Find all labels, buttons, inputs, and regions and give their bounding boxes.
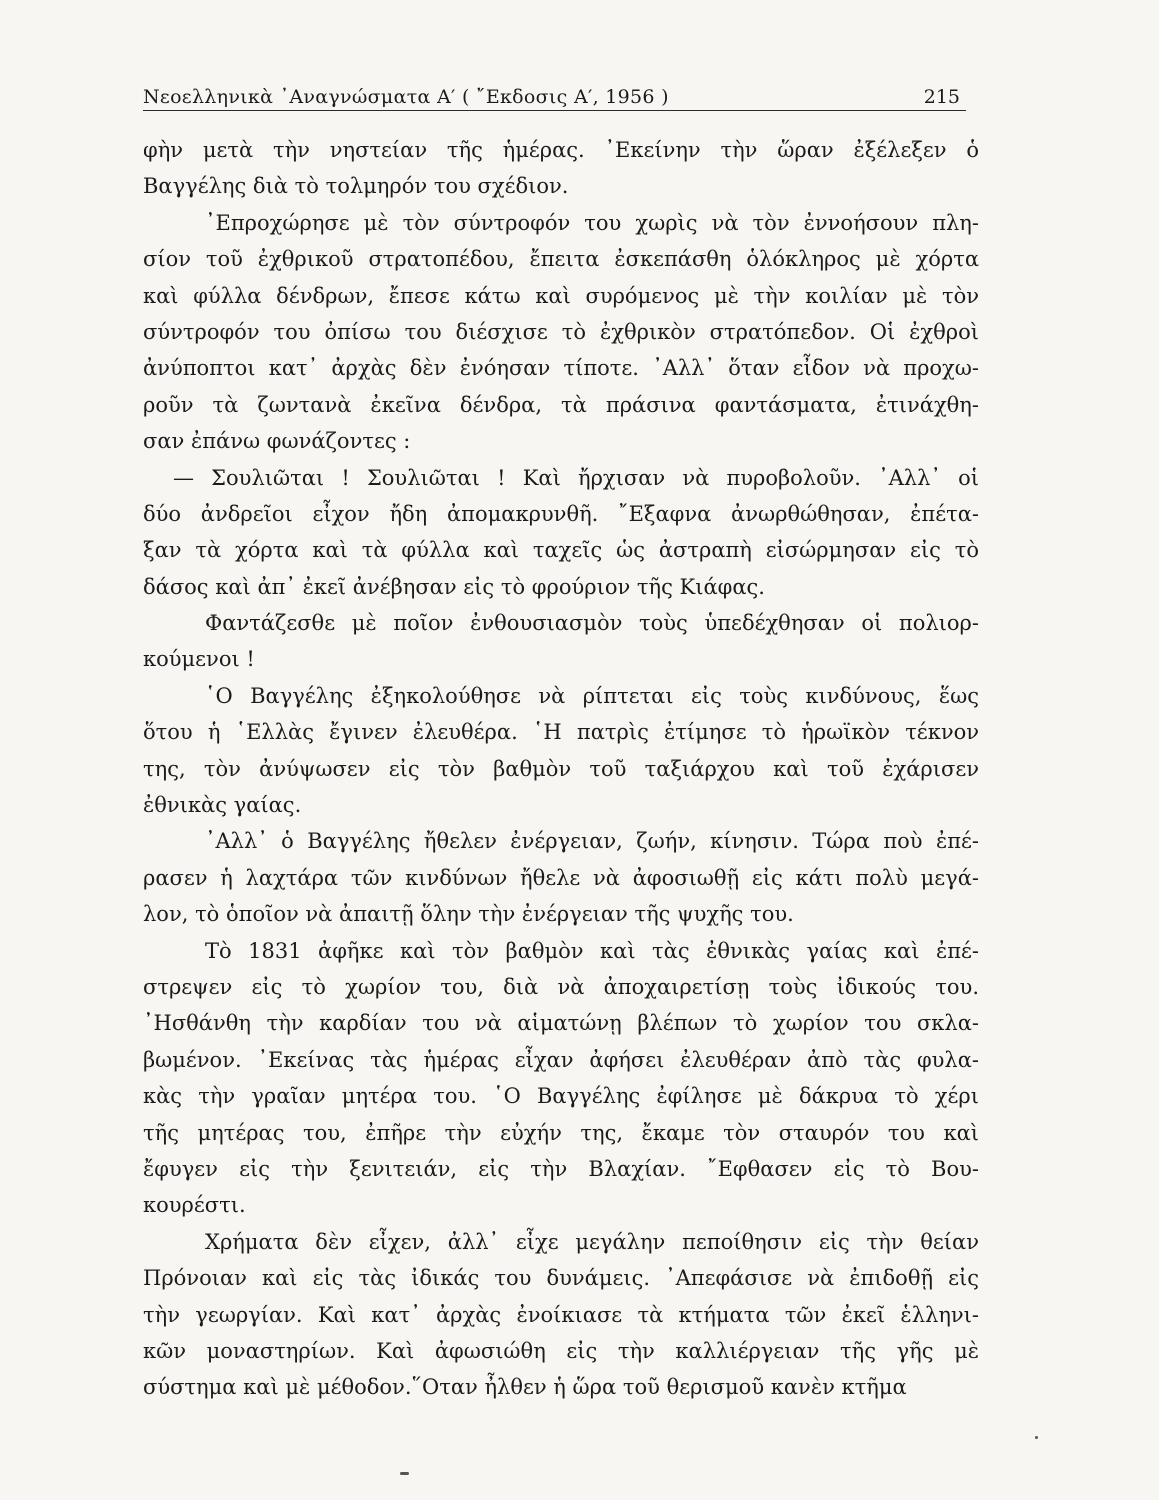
text-line: Βαγγέλης διὰ τὸ τολμηρόν του σχέδιον. <box>143 174 569 199</box>
text-line: Πρόνοιαν καὶ εἰς τὰς ἰδικάς του δυνάμεις. ᾿Απεφάσισε νὰ ἐπιδοθῇ εἰς <box>143 1266 979 1291</box>
text-line: σύστημα καὶ μὲ μέθοδον.῞Οταν ἦλθεν ἡ ὥρα τοῦ θερισμοῦ κανὲν κτῆμα <box>143 1375 907 1400</box>
text-line: — Σουλιῶται ! Σουλιῶται ! Καὶ ἤρχισαν νὰ πυροβολοῦν. ᾿Αλλ᾿ οἱ <box>173 465 979 490</box>
text-line: ἔφυγεν εἰς τὴν ξενιτειάν, εἰς τὴν Βλαχίαν. ῎Εφθασεν εἰς τὸ Βου- <box>143 1156 979 1181</box>
page-header <box>143 84 966 111</box>
paper-speck <box>400 1472 409 1475</box>
paper-speck <box>1035 1436 1038 1439</box>
text-line: ἐθνικὰς γαίας. <box>143 793 302 818</box>
text-line: φὴν μετὰ τὴν νηστείαν τῆς ἡμέρας. ᾿Εκείνην τὴν ὥραν ἐξέλεξεν ὁ <box>143 138 979 162</box>
text-line: ᾿Αλλ᾿ ὁ Βαγγέλης ἤθελεν ἐνέργειαν, ζωήν, κίνησιν. Τώρα ποὺ ἐπέ- <box>205 829 979 854</box>
text-line: της, τὸν ἀνύψωσεν εἰς τὸν βαθμὸν τοῦ ταξιάρχου καὶ τοῦ ἐχάρισεν <box>143 756 979 781</box>
text-line: τῆς μητέρας του, ἐπῆρε τὴν εὐχήν της, ἔκαμε τὸν σταυρόν του καὶ <box>143 1120 979 1145</box>
text-line: ῾Ο Βαγγέλης ἐξηκολούθησε νὰ ρίπτεται εἰς τοὺς κινδύνους, ἕως <box>205 683 979 708</box>
text-line: λον, τὸ ὁποῖον νὰ ἀπαιτῇ ὅλην τὴν ἐνέργειαν τῆς ψυχῆς του. <box>143 902 794 927</box>
text-line: δάσος καὶ ἀπ᾿ ἐκεῖ ἀνέβησαν εἰς τὸ φρούριον τῆς Κιάφας. <box>143 574 765 599</box>
text-line: ἀνύποπτοι κατ᾿ ἀρχὰς δὲν ἐνόησαν τίποτε. ᾿Αλλ᾿ ὅταν εἶδον νὰ προχω- <box>143 356 979 381</box>
text-line: κουρέστι. <box>143 1193 246 1218</box>
body-text <box>143 132 979 1406</box>
text-line: δύο ἀνδρεῖοι εἶχον ἤδη ἀπομακρυνθῆ. ῎Εξαφνα ἀνωρθώθησαν, ἐπέτα- <box>143 501 979 526</box>
text-line: ᾿Επροχώρησε μὲ τὸν σύντροφόν του χωρὶς νὰ τὸν ἐννοήσουν πλη- <box>205 210 979 235</box>
text-line: ρασεν ἡ λαχτάρα τῶν κινδύνων ἤθελε νὰ ἀφοσιωθῇ εἰς κάτι πολὺ μεγά- <box>143 865 979 890</box>
text-line: ὅτου ἡ ῾Ελλὰς ἔγινεν ἐλευθέρα. ῾Η πατρὶς ἐτίμησε τὸ ἡρωϊκὸν τέκνον <box>143 720 979 745</box>
text-line: κῶν μοναστηρίων. Καὶ ἀφωσιώθη εἰς τὴν καλλιέργειαν τῆς γῆς μὲ <box>143 1338 979 1363</box>
text-line: Χρήματα δὲν εἶχεν, ἀλλ᾿ εἶχε μεγάλην πεποίθησιν εἰς τὴν θείαν <box>205 1229 979 1254</box>
text-line: κούμενοι ! <box>143 647 255 672</box>
text-line: σίον τοῦ ἐχθρικοῦ στρατοπέδου, ἔπειτα ἐσκεπάσθη ὁλόκληρος μὲ χόρτα <box>143 247 979 272</box>
text-line: σαν ἐπάνω φωνάζοντες : <box>143 429 411 454</box>
text-line: Τὸ 1831 ἀφῆκε καὶ τὸν βαθμὸν καὶ τὰς ἐθνικὰς γαίας καὶ ἐπέ- <box>205 938 979 963</box>
text-line: τὴν γεωργίαν. Καὶ κατ᾿ ἀρχὰς ἐνοίκιασε τὰ κτήματα τῶν ἐκεῖ ἑλληνι- <box>143 1302 979 1327</box>
text-line: βωμένον. ᾿Εκείνας τὰς ἡμέρας εἶχαν ἀφήσει ἐλευθέραν ἀπὸ τὰς φυλα- <box>143 1047 979 1072</box>
text-line: καὶ φύλλα δένδρων, ἔπεσε κάτω καὶ συρόμενος μὲ τὴν κοιλίαν μὲ τὸν <box>143 283 979 308</box>
text-line: ᾿Ησθάνθη τὴν καρδίαν του νὰ αἱματώνῃ βλέπων τὸ χωρίον του σκλα- <box>143 1011 979 1036</box>
running-title: Νεοελληνικὰ ᾿Αναγνώσματα Α′ ( ῎Εκδοσις Α′, 1956 ) <box>143 86 669 108</box>
page-number: 215 <box>923 86 960 108</box>
text-line: ξαν τὰ χόρτα καὶ τὰ φύλλα καὶ ταχεῖς ὡς ἀστραπὴ εἰσώρμησαν εἰς τὸ <box>143 538 979 563</box>
text-line: στρεψεν εἰς τὸ χωρίον του, διὰ νὰ ἀποχαιρετίσῃ τοὺς ἰδικούς του. <box>143 974 979 999</box>
text-line: κὰς τὴν γραῖαν μητέρα του. ῾Ο Βαγγέλης ἐφίλησε μὲ δάκρυα τὸ χέρι <box>143 1084 979 1109</box>
text-line: Φαντάζεσθε μὲ ποῖον ἐνθουσιασμὸν τοὺς ὑπεδέχθησαν οἱ πολιορ- <box>205 611 979 636</box>
text-line: σύντροφόν του ὀπίσω του διέσχισε τὸ ἐχθρικὸν στρατόπεδον. Οἱ ἐχθροὶ <box>143 319 979 344</box>
text-line: ροῦν τὰ ζωντανὰ ἐκεῖνα δένδρα, τὰ πράσινα φαντάσματα, ἐτινάχθη- <box>143 392 979 417</box>
